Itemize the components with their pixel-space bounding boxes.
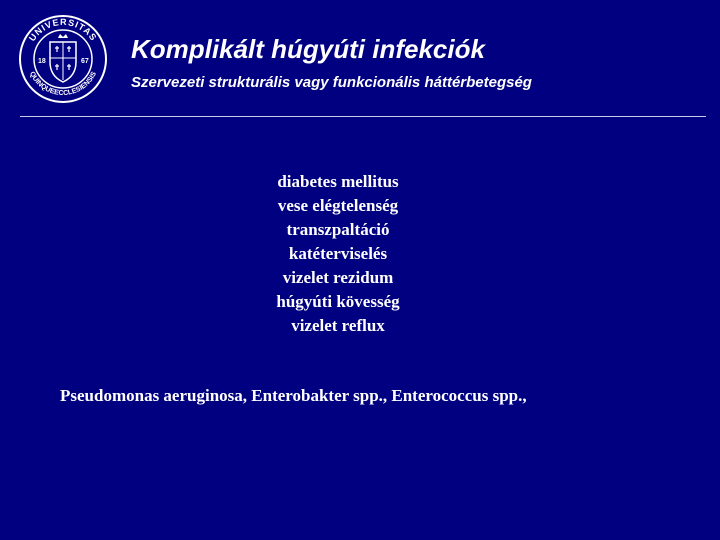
- seal-text-bottom: QUINQUEECCLESIENSIS: [27, 70, 99, 98]
- condition-item: vese elégtelenség: [277, 196, 399, 215]
- condition-item: vizelet rezidum: [282, 268, 394, 287]
- seal-year-left: 18: [38, 58, 46, 65]
- organisms-line: Pseudomonas aeruginosa, Enterobakter spp., Enterococcus spp.,: [60, 386, 527, 405]
- condition-item: vizelet reflux: [291, 316, 385, 335]
- condition-item: katéterviselés: [288, 244, 388, 263]
- slide-subtitle: Szervezeti strukturális vagy funkcionális háttérbetegség: [131, 74, 532, 91]
- title-divider: [20, 116, 706, 117]
- seal-text-top: UNIVERSITAS: [26, 16, 100, 44]
- seal-year-right: 67: [81, 58, 89, 65]
- conditions-list: [238, 170, 438, 338]
- condition-item: diabetes mellitus: [277, 172, 399, 191]
- university-seal-icon: [18, 14, 108, 104]
- slide-title: Komplikált húgyúti infekciók: [131, 34, 485, 64]
- condition-item: húgyúti kövesség: [276, 292, 400, 311]
- condition-item: transzpaltáció: [286, 220, 390, 239]
